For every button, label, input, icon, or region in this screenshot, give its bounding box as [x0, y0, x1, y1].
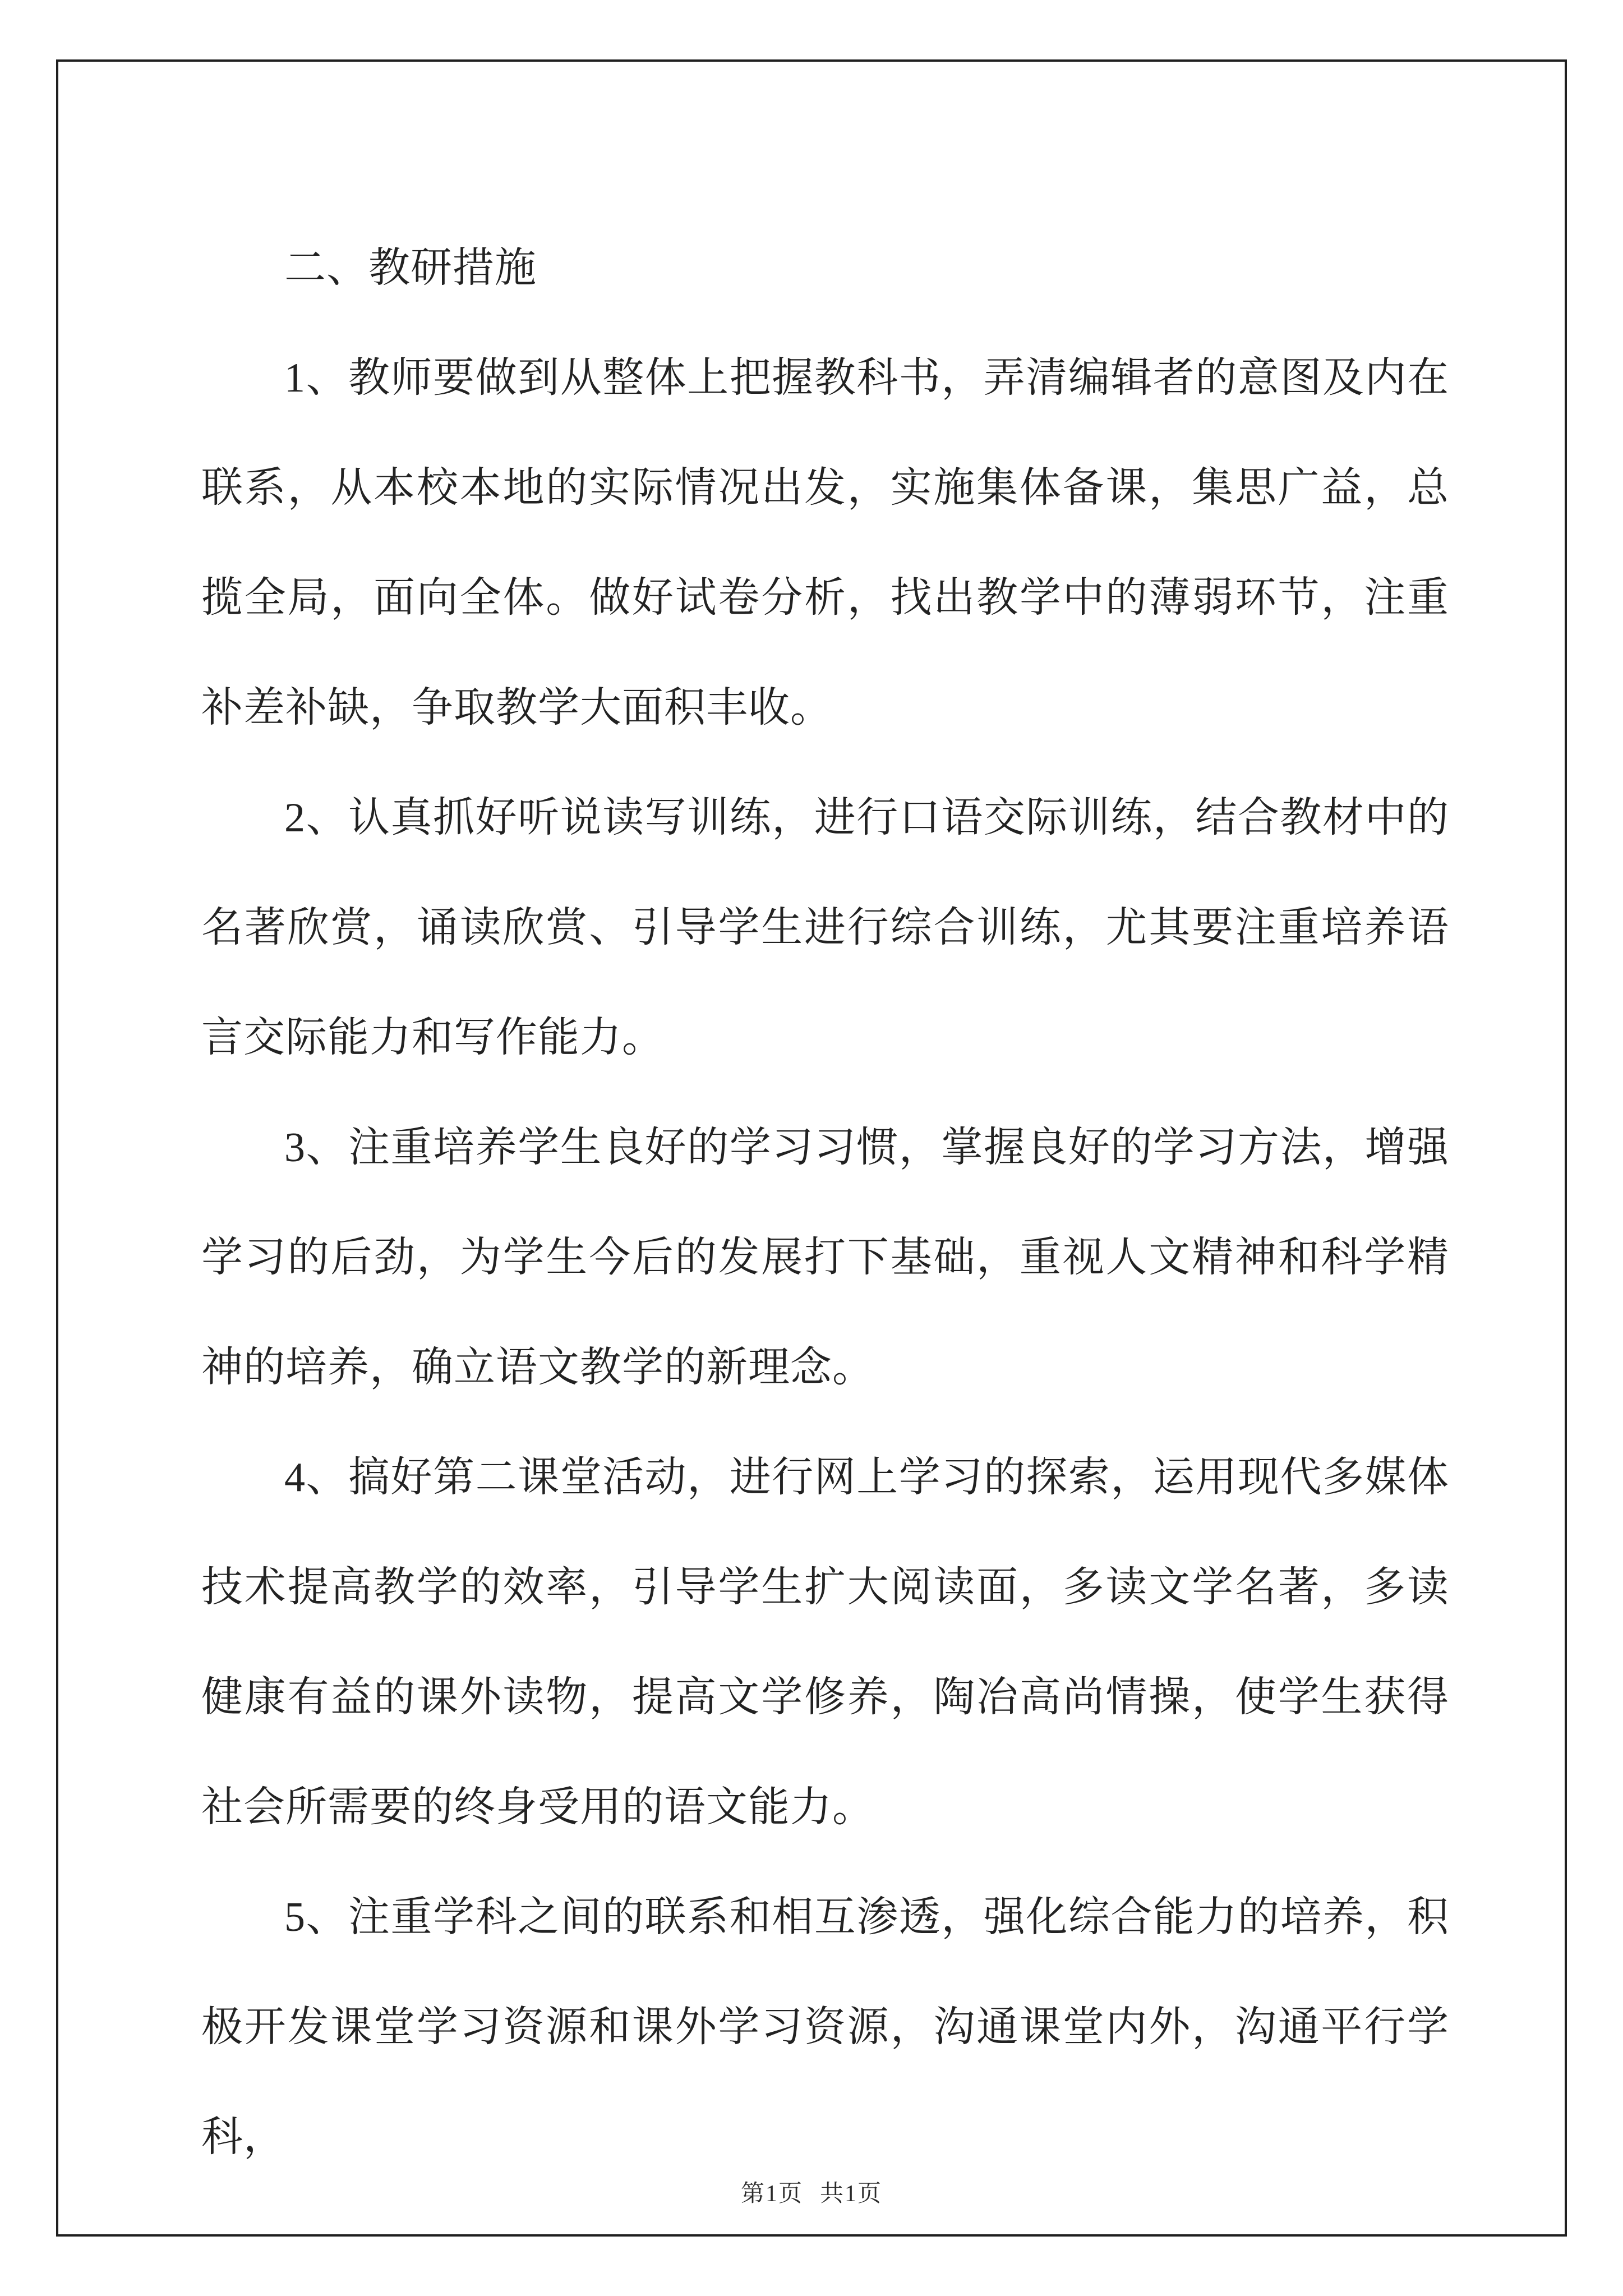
paragraph-5: 5、注重学科之间的联系和相互渗透，强化综合能力的培养，积极开发课堂学习资源和课外学习资源，沟通课堂内外，沟通平行学科， [201, 1894, 1449, 2160]
section-heading: 二、教研措施 [284, 245, 537, 291]
page-border-frame [56, 59, 1567, 2237]
page-number-label: 第1页 [740, 2181, 803, 2207]
paragraph-1: 1、教师要做到从整体上把握教科书，弄清编辑者的意图及内在联系，从本校本地的实际情况出发，实施集体备课，集思广益，总揽全局，面向全体。做好试卷分析，找出教学中的薄弱环节，注重补差补缺，争取教学大面积丰收。 [201, 355, 1449, 731]
paragraph-3: 3、注重培养学生良好的学习习惯，掌握良好的学习方法，增强学习的后劲，为学生今后的发展打下基础，重视人文精神和科学精神的培养，确立语文教学的新理念。 [201, 1125, 1449, 1391]
page-total-label: 共1页 [820, 2181, 883, 2207]
page-footer [58, 2175, 1565, 2208]
paragraph-2: 2、认真抓好听说读写训练，进行口语交际训练，结合教材中的名著欣赏，诵读欣赏、引导学生进行综合训练，尤其要注重培养语言交际能力和写作能力。 [201, 795, 1449, 1061]
paragraph-4: 4、搞好第二课堂活动，进行网上学习的探索，运用现代多媒体技术提高教学的效率，引导学生扩大阅读面，多读文学名著，多读健康有益的课外读物，提高文学修养，陶冶高尚情操，使学生获得社会所需要的终身受用的语文能力。 [201, 1455, 1449, 1830]
document-content [201, 213, 1449, 2192]
